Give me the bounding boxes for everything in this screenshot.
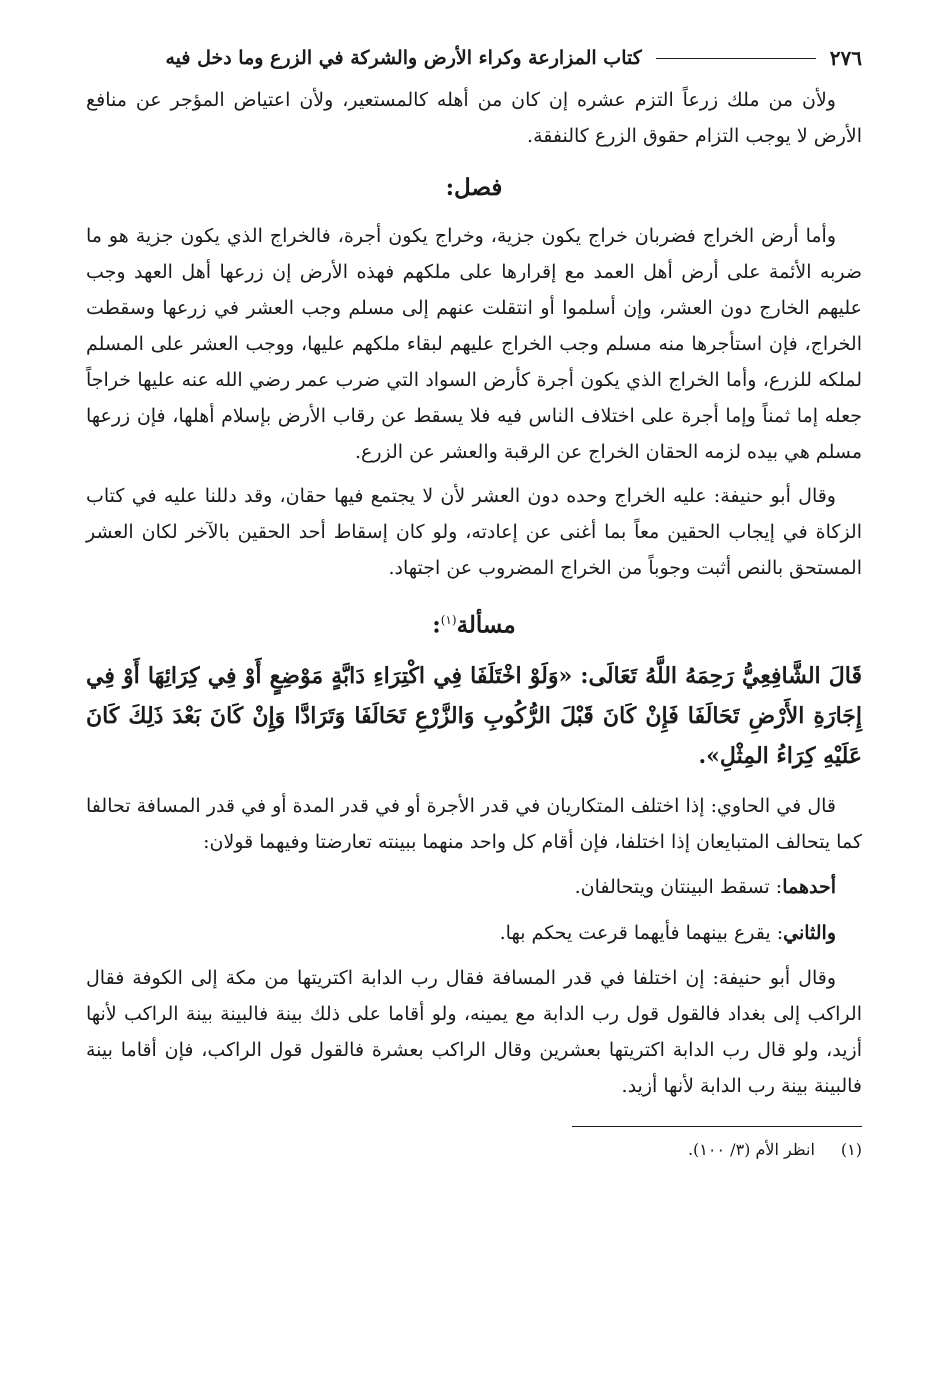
header-rule (656, 58, 816, 59)
footnote-rule (572, 1126, 862, 1127)
footnote-reference-marker[interactable]: (١) (440, 613, 457, 627)
paragraph-5: وقال أبو حنيفة: إن اختلفا في قدر المسافة فقال رب الدابة اكتريتها من مكة إلى الكوفة فقال الراكب إلى بغداد فالقول قول رب الدابة مع يمينه، ولو أقاما على ذلك بينة فالبينة بينة الراكب لأنها أزيد، ولو قال رب الدابة اكتريتها بعشرين وقال الراكب بعشرة فالقول قول الراكب، فإن أقاما بينة فالبينة بينة رب الدابة لأنها أزيد. (86, 966, 862, 1097)
opinion-second-label: والثاني (783, 921, 836, 944)
paragraph-3: وقال أبو حنيفة: عليه الخراج وحده دون العشر لأن لا يجتمع فيها حقان، وقد دللنا عليه في كتاب الزكاة في إيجاب الحقين معاً بما أغنى عن إعادته، ولو كان إسقاط أحد الحقين بالآخر لكان العشر المستحق بالنص أثبت وجوباً من الخراج المضروب عن اجتهاد. (86, 485, 862, 579)
footnote (86, 1137, 862, 1163)
running-title: كتاب المزارعة وكراء الأرض والشركة في الزرع وما دخل فيه (165, 47, 642, 69)
document-page (86, 34, 862, 1163)
section-heading-fasl: فصل: (445, 174, 503, 201)
page-number: ٢٧٦ (829, 46, 862, 70)
paragraph-1: ولأن من ملك زرعاً التزم عشره إن كان من أهله كالمستعير، ولأن اعتياض المؤجر عن منافع الأرض لا يوجب التزام حقوق الزرع كالنفقة. (86, 89, 862, 147)
opinion-second-text: : يقرع بينهما فأيهما قرعت يحكم بها. (499, 921, 784, 944)
footnote-text: انظر الأم (٣/ ١٠٠). (687, 1139, 815, 1159)
opinion-first-label: أحدهما (782, 875, 836, 898)
opinion-first-text: : تسقط البينتان ويتحالفان. (574, 875, 783, 898)
footnote-marker: (١) (840, 1139, 862, 1159)
section-heading-masala (86, 600, 862, 646)
opinion-second (86, 914, 862, 952)
shafii-quote: قَالَ الشَّافِعِيُّ رَحِمَهُ اللَّهُ تَعَالَى: «وَلَوْ اخْتَلَفَا فِي اكْتِرَاءِ دَابَّةٍ مَوْضِعٍ أَوْ فِي كِرَائِهَا أَوْ فِي إِجَارَةِ الأَرْضِ تَحَالَفَا فَإِنْ كَانَ قَبْلَ الرُّكُوبِ وَالزَّرْعِ تَحَالَفَا وَتَرَادَّا وَإِنْ كَانَ بَعْدَ ذَلِكَ كَانَ عَلَيْهِ كِرَاءُ المِثْلِ». (86, 662, 862, 769)
running-header (86, 34, 862, 82)
paragraph-4: قال في الحاوي: إذا اختلف المتكاريان في قدر الأجرة أو في قدر المدة أو في قدر المسافة تحالفا كما يتحالف المتبايعان إذا اختلفا، فإن أقام كل واحد منهما ببينته تعارضتا وفيهما قولان: (86, 794, 862, 853)
opinion-first (86, 868, 862, 906)
masala-title: مسألة (456, 611, 516, 639)
paragraph-2: وأما أرض الخراج فضربان خراج يكون جزية، وخراج يكون أجرة، فالخراج الذي يكون جزية هو ما ضربه الأئمة على أرض أهل العمد مع إقرارها على ملكهم فهذه الأرض إن زرعها أهل العهد وجب عليهم الخارج دون العشر، وإن أسلموا أو انتقلت عنهم إلى مسلم وجب العشر في زرعها وسقطت الخراج، فإن استأجرها منه مسلم وجب الخراج عليهم لبقاء ملكهم عليها، ووجب العشر على المسلم لملكه للزرع، وأما الخراج الذي يكون أجرة كأرض السواد التي ضرب عمر رضي الله عنه عليها خراجاً جعله إما ثمناً وإما أجرة على اختلاف الناس فيه فلا يسقط عن رقاب الأرض بإسلام أهلها، فإن زرعها مسلم هي بيده لزمه الحقان الخراج عن الرقبة والعشر عن الزرع. (86, 225, 862, 463)
masala-colon: : (432, 611, 441, 639)
